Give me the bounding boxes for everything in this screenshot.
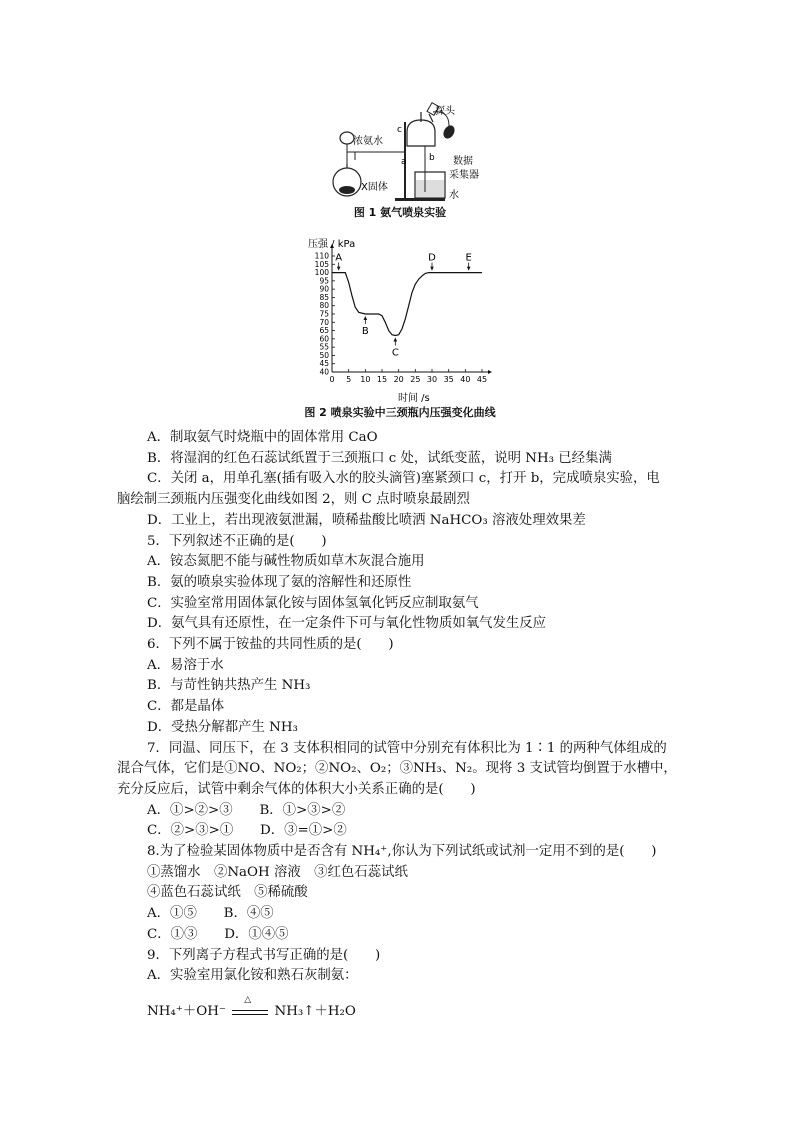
annotation-label-c: C xyxy=(391,347,399,359)
option-b-q4: B．将湿润的红色石蕊试纸置于三颈瓶口 c 处，试纸变蓝，说明 NH₃ 已经集满 xyxy=(147,450,612,466)
equation-right: NH₃↑＋H₂O xyxy=(274,1004,356,1019)
y-axis-label: 压强 / kPa xyxy=(308,239,356,250)
y-tick-label: 50 xyxy=(319,350,329,360)
question-5: 5．下列叙述不正确的是( ) xyxy=(147,533,327,549)
annotation-arrowhead xyxy=(430,267,434,271)
question-7-cont-2: 充分反应后，试管中剩余气体的体积大小关系正确的是( ) xyxy=(117,781,476,797)
chart-annotations xyxy=(335,253,472,359)
x-tick-label: 15 xyxy=(376,375,388,384)
option-c-q6: C．都是晶体 xyxy=(147,699,225,715)
option-c-q4-cont: 脑绘制三颈瓶内压强变化曲线如图 2，则 C 点时喷泉最剧烈 xyxy=(117,492,470,508)
y-tick-label: 45 xyxy=(319,359,329,369)
x-tick-label: 35 xyxy=(443,375,454,384)
y-tick-label: 55 xyxy=(319,342,329,352)
options-ab-q8: A．①⑤ B．④⑤ xyxy=(147,906,274,922)
option-a-q4: A．制取氨气时烧瓶中的固体常用 CaO xyxy=(147,430,378,445)
three-neck-flask xyxy=(407,120,435,146)
question-6: 6．下列不属于铵盐的共同性质的是( ) xyxy=(147,637,394,653)
y-tick-label: 105 xyxy=(314,259,329,269)
y-tick-label: 60 xyxy=(319,334,329,344)
label-c: c xyxy=(397,125,402,135)
option-c-q4: C．关闭 a，用单孔塞(插有吸入水的胶头滴管)塞紧颈口 c，打开 b，完成喷泉实验，电 xyxy=(147,471,660,487)
y-tick-label: 40 xyxy=(319,367,329,377)
x-tick-label: 30 xyxy=(426,375,438,384)
x-tick-label: 45 xyxy=(476,375,488,384)
option-d-q5: D．氨气具有还原性，在一定条件下可与氧化性物质如氧气发生反应 xyxy=(147,616,547,632)
chart-ticks xyxy=(315,252,487,385)
reagents-q8-1: ①蒸馏水 ②NaOH 溶液 ③红色石蕊试纸 xyxy=(147,864,408,880)
annotation-arrowhead xyxy=(364,316,368,320)
y-tick-label: 90 xyxy=(319,284,329,294)
annotation-label-d: D xyxy=(428,252,436,264)
x-tick-label: 20 xyxy=(393,375,404,384)
y-tick-label: 100 xyxy=(314,268,329,278)
options-ab-q7: A．①>②>③ B．①>③>② xyxy=(147,802,346,818)
question-7: 7．同温、同压下，在 3 支体积相同的试管中分别充有体积比为 1∶1 的两种气体组成的 xyxy=(147,740,667,756)
separatory-funnel xyxy=(340,132,354,144)
pressure-chart xyxy=(300,236,500,404)
y-tick-label: 85 xyxy=(319,292,329,302)
equation-condition: △ xyxy=(244,994,252,1005)
x-tick-label: 10 xyxy=(360,375,371,384)
option-a-q5: A．铵态氮肥不能与碱性物质如草木灰混合施用 xyxy=(147,554,425,570)
question-7-cont-1: 混合气体，它们是①NO、NO₂；②NO₂、O₂；③NH₃、N₂。现将 3 支试管均倒置于水槽中， xyxy=(117,761,677,777)
data-collector xyxy=(441,123,457,140)
y-tick-label: 95 xyxy=(319,276,329,286)
y-tick-label: 80 xyxy=(319,301,329,311)
equation-heating-arrow xyxy=(230,994,270,1018)
x-tick-label: 25 xyxy=(410,375,421,384)
option-b-q6: B．与苛性钠共热产生 NH₃ xyxy=(147,678,311,694)
ionic-equation xyxy=(147,994,356,1019)
annotation-arrowhead xyxy=(337,267,341,271)
equation-left: NH₄⁺＋OH⁻ xyxy=(147,1004,226,1019)
question-text-block xyxy=(117,428,687,987)
question-8: 8.为了检验某固体物质中是否含有 NH₄⁺,你认为下列试纸或试剂一定用不到的是( ) xyxy=(147,844,657,860)
y-tick-label: 70 xyxy=(319,317,329,327)
annotation-arrowhead xyxy=(394,338,398,342)
label-x-solid: X固体 xyxy=(361,182,388,193)
x-axis-arrow xyxy=(488,370,492,374)
figure1-caption: 图 1 氨气喷泉实验 xyxy=(353,206,447,219)
label-b: b xyxy=(429,153,435,163)
option-a-q9: A．实验室用氯化铵和熟石灰制氨： xyxy=(147,968,358,984)
option-d-q4: D．工业上，若出现液氨泄漏，喷稀盐酸比喷洒 NaHCO₃ 溶液处理效果差 xyxy=(147,512,586,528)
option-a-q6: A．易溶于水 xyxy=(147,657,224,673)
y-tick-label: 75 xyxy=(319,309,329,319)
annotation-label-e: E xyxy=(465,252,472,264)
annotation-arrowhead xyxy=(467,267,471,271)
options-cd-q8: C．①③ D．①④⑤ xyxy=(147,926,289,942)
label-ammonia: 浓氨水 xyxy=(353,136,383,147)
question-9: 9．下列离子方程式书写正确的是( ) xyxy=(147,947,381,963)
label-a: a xyxy=(401,157,407,167)
label-water: 水 xyxy=(449,190,459,201)
label-data-collector-1: 数据 xyxy=(453,156,473,167)
y-tick-label: 110 xyxy=(314,251,329,261)
label-data-collector-2: 采集器 xyxy=(449,170,479,181)
annotation-label-a: A xyxy=(335,252,343,264)
x-tick-label: 5 xyxy=(346,375,352,384)
option-d-q6: D．受热分解都产生 NH₃ xyxy=(147,719,298,735)
annotation-label-b: B xyxy=(361,326,369,337)
x-tick-label: 40 xyxy=(460,375,471,384)
label-probe: 探头 xyxy=(435,106,455,117)
x-axis-label: 时间 /s xyxy=(398,393,430,404)
x-solid xyxy=(339,186,355,194)
figure2-caption: 图 2 喷泉实验中三颈瓶内压强变化曲线 xyxy=(304,406,496,419)
option-b-q5: B．氨的喷泉实验体现了氨的溶解性和还原性 xyxy=(147,574,412,590)
x-tick-label: 0 xyxy=(329,375,335,384)
options-cd-q7: C．②>③>① D．③=①>② xyxy=(147,823,347,839)
y-tick-label: 65 xyxy=(319,326,329,336)
reagents-q8-2: ④蓝色石蕊试纸 ⑤稀硫酸 xyxy=(147,885,308,901)
pressure-series-line xyxy=(332,273,482,336)
option-c-q5: C．实验室常用固体氯化铵与固体氢氧化钙反应制取氨气 xyxy=(147,595,479,611)
